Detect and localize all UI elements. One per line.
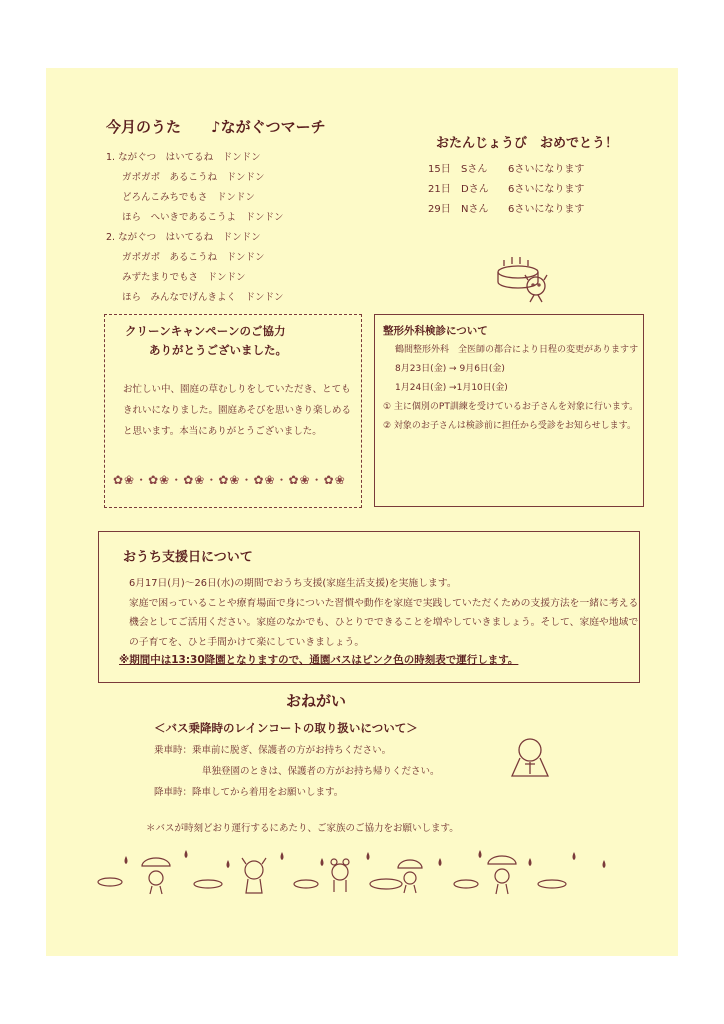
- request-note: ＊バスが時刻どおり運行するにあたり、ご家族のご協力をお願いします。: [146, 823, 459, 834]
- song-title: 今月のうた ♪ながぐつマーチ: [106, 118, 326, 136]
- lyric-line: 2. ながぐつ はいてるね ドンドン: [106, 232, 261, 243]
- orthopedic-box: [374, 314, 644, 507]
- birthday-title: おたんじょうび おめでとう！: [436, 136, 619, 151]
- home-support-box: [98, 531, 640, 683]
- clean-body: お忙しい中、園庭の草むしりをしていただき、とてもきれいになりました。園庭あそびを思いきり楽しめると思います。本当にありがとうございました。: [123, 384, 352, 437]
- orthopedic-body: 鶴間整形外科 全医師の都合により日程の変更がありますす 8月23日(金) → 9月6日(金) 1月24日(金) →1月10日(金) ① 主に個別のPT訓練を受けているお子さんを対象に行います。 ② 対象のお子さんは検診前に担任から受診をお知らせします。: [383, 345, 639, 431]
- lyric-line: ほら へいきであるこうよ ドンドン: [122, 212, 284, 223]
- newsletter-page: [46, 68, 678, 956]
- support-warning: ※期間中は13:30降園となりますので、通園バスはピンク色の時刻表で運行します。: [119, 654, 519, 666]
- birthday-row: 15日 Sさん 6さいになります: [428, 164, 585, 175]
- lyric-line: みずたまりでもさ ドンドン: [122, 272, 246, 283]
- birthday-row: 21日 Dさん 6さいになります: [428, 184, 585, 195]
- orthopedic-title: 整形外科検診について: [383, 325, 488, 337]
- lyric-line: 1. ながぐつ はいてるね ドンドン: [106, 152, 261, 163]
- cake-illustration: [494, 248, 554, 304]
- flower-border-icon: ✿❀・✿❀・✿❀・✿❀・✿❀・✿❀・✿❀: [113, 473, 346, 487]
- birthday-row: 29日 Nさん 6さいになります: [428, 204, 585, 215]
- song-lyrics: [106, 148, 284, 308]
- request-list: 乗車時：乗車前に脱ぎ、保護者の方がお持ちください。 単独登園のときは、保護者の方がお持ち帰りください。 降車時：降車してから着用をお願いします。: [154, 745, 440, 798]
- lyric-line: どろんこみちでもさ ドンドン: [122, 192, 255, 203]
- lyric-line: ガボガボ あるこうね ドンドン: [122, 172, 265, 183]
- raincoat-illustration: [508, 736, 552, 784]
- support-body: 6月17日(月)～26日(水)の期間でおうち支援(家庭生活支援)を実施します。 家庭で困っていることや療育場面で身についた習慣や動作を家庭で実践していただくための支援方法を一緒に考える機会としてご活用ください。家庭のなかでも、ひとりでできることを増やしていきましょう。そして、家庭や地域での子育てを、ひと手間かけて楽にしていきましょう。: [129, 578, 639, 648]
- rain-illustration: [96, 846, 636, 896]
- support-title: おうち支援日について: [123, 550, 253, 565]
- lyric-line: ガボガボ あるこうね ドンドン: [122, 252, 265, 263]
- request-title: おねがい: [286, 692, 347, 710]
- request-subtitle: ＜バス乗降時のレインコートの取り扱いについて＞: [154, 721, 418, 735]
- lyric-line: ほら みんなでげんきよく ドンドン: [122, 292, 284, 303]
- birthday-list: [428, 160, 584, 220]
- clean-title: クリーンキャンペーンのご協力: [125, 324, 286, 338]
- clean-campaign-box: [104, 314, 362, 508]
- clean-thanks: ありがとうございました。: [149, 343, 287, 357]
